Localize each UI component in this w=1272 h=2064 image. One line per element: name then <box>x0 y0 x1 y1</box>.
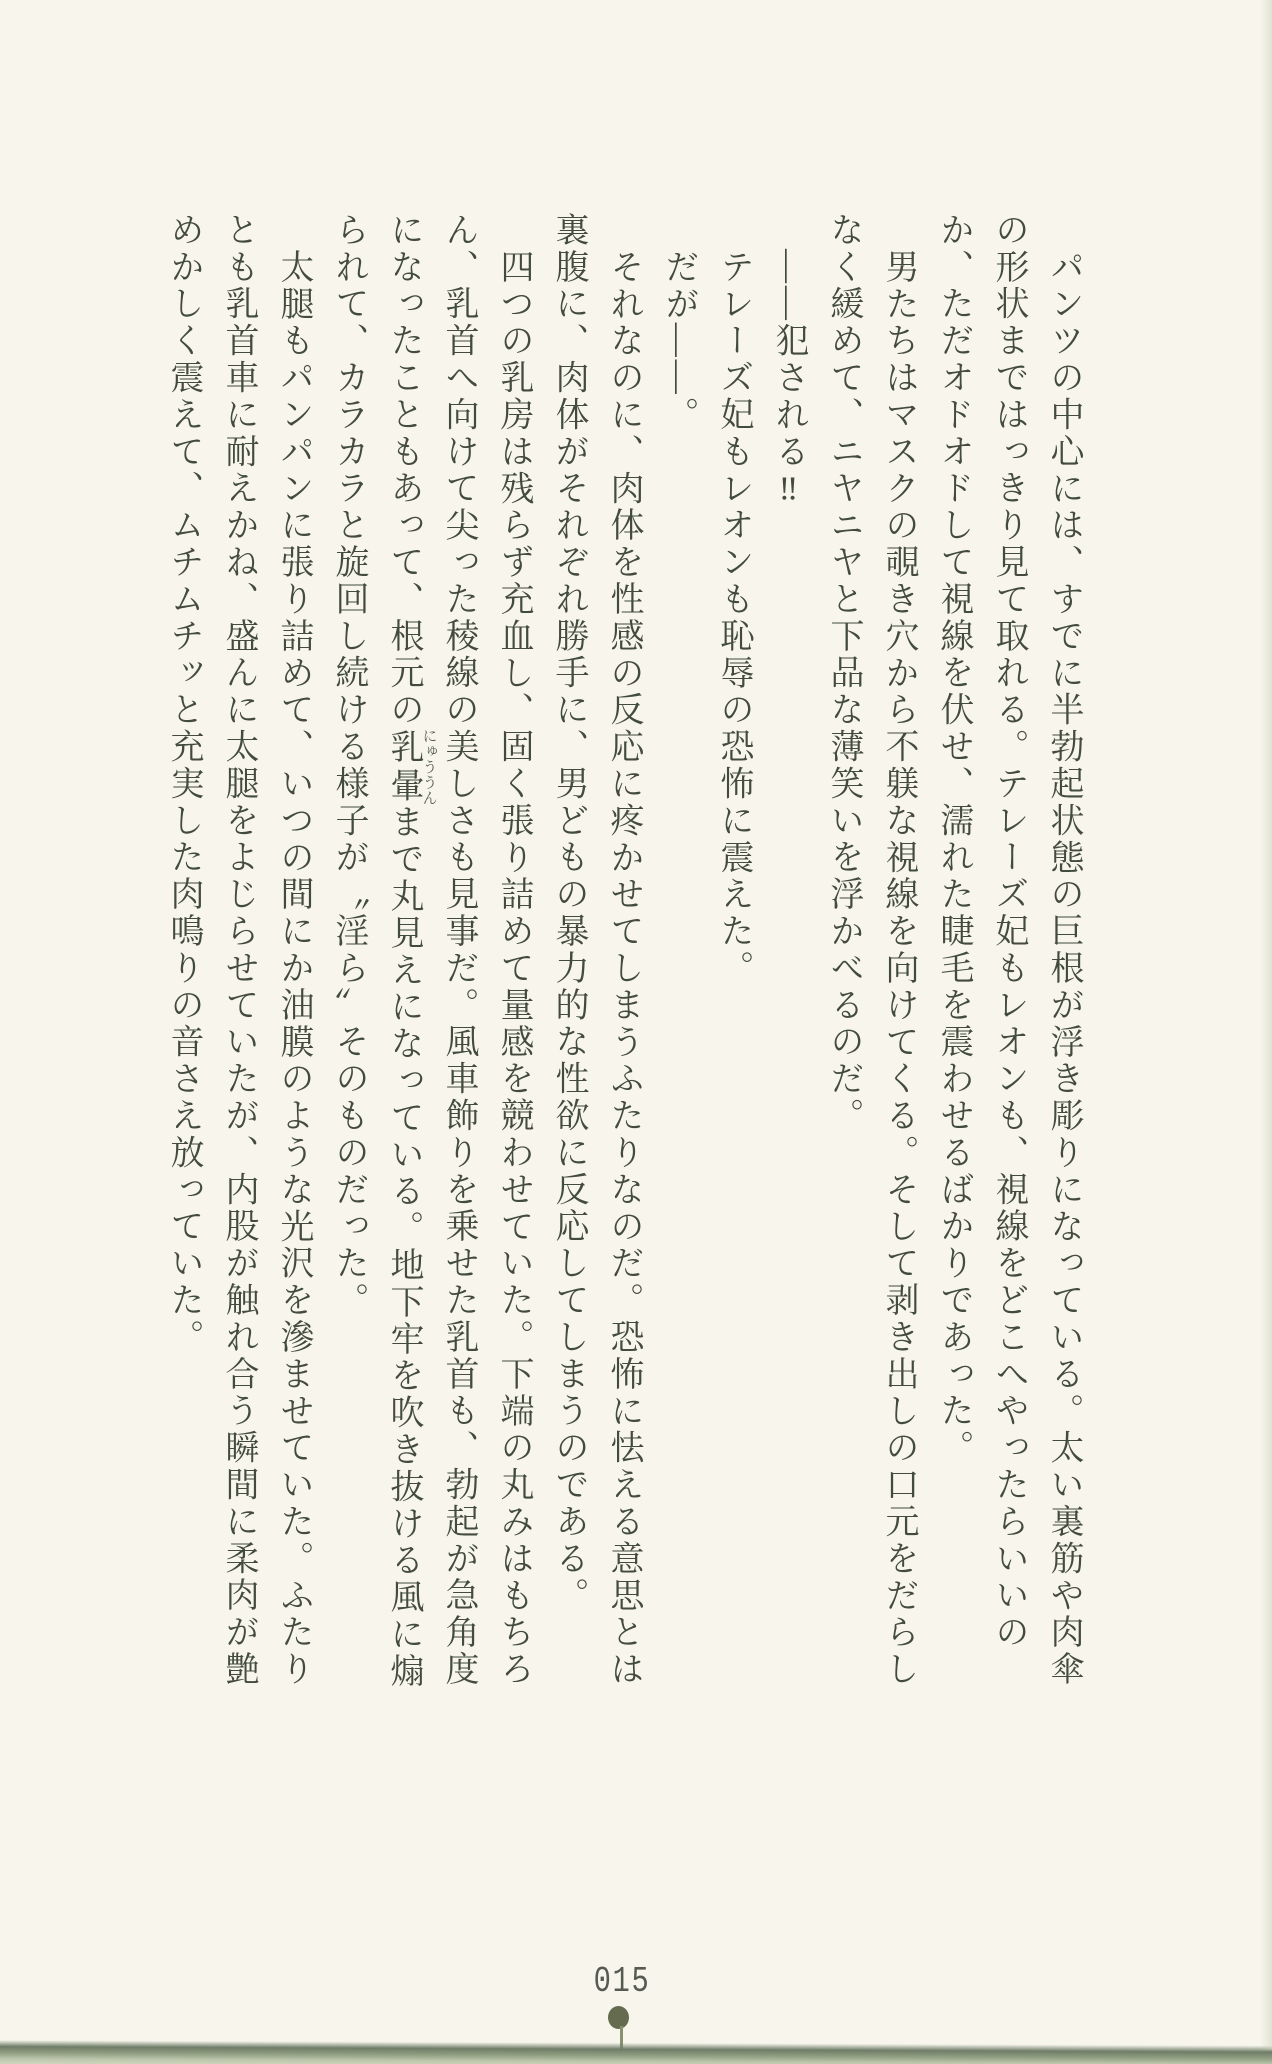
paragraph-6: それなのに、肉体を性感の反応に疼かせてしまうふたりなのだ。恐怖に怯える意思とは裏腹に、肉体がそれぞれ勝手に、男どもの暴力的な性欲に反応してしまうのである。 <box>550 212 642 1689</box>
page-number: 015 <box>593 1961 651 2002</box>
furigana-reading: にゅううん <box>420 727 437 806</box>
paragraph-1: パンツの中心には、すでに半勃起状態の巨根が浮き彫りになっている。太い裏筋や肉傘の形状まではっきり見て取れる。テレーズ妃もレオンも、視線をどこへやったらいいのか、ただオドオドして視線を伏せ、濡れた睫毛を震わせるばかりであった。 <box>935 212 1082 1689</box>
paragraph-3: ――犯される‼ <box>770 249 807 511</box>
paragraph-5: だが――。 <box>660 249 697 434</box>
page-right-scan-shadow <box>1260 0 1272 2050</box>
footer-dot-ornament <box>608 2006 629 2029</box>
vertical-text-block <box>151 212 1091 1690</box>
paragraph-2: 男たちはマスクの覗き穴から不躾な視線を向けてくる。そして剥き出しの口元をだらしなく緩めて、ニヤニヤと下品な薄笑いを浮かべるのだ。 <box>825 212 917 1689</box>
paragraph-8: 太腿もパンパンに張り詰めて、いつの間にか油膜のような光沢を滲ませていた。ふたりとも乳首車に耐えかね、盛んに太腿をよじらせていたが、内股が触れ合う瞬間に柔肉が艶めかしく震えて、ムチムチッと充実した肉鳴りの音さえ放っていた。 <box>165 212 312 1689</box>
paragraph-4: テレーズ妃もレオンも恥辱の恐怖に震えた。 <box>715 249 752 987</box>
furigana-term: 乳暈にゅううん <box>385 727 437 806</box>
page-bottom-scan-edge <box>0 2040 1272 2064</box>
paragraph-7: 四つの乳房は残らず充血し、固く張り詰めて量感を競わせていた。下端の丸みはもちろん、乳首へ向けて尖った稜線の美しさも見事だ。風車飾りを乗せた乳首も、勃起が急角度になったこともあって、根元の乳暈にゅううんまで丸見えになっている。地下牢を吹き抜ける風に煽られて、カラカラと旋回し続ける様子が〝淫ら〟そのものだった。 <box>330 212 532 1690</box>
